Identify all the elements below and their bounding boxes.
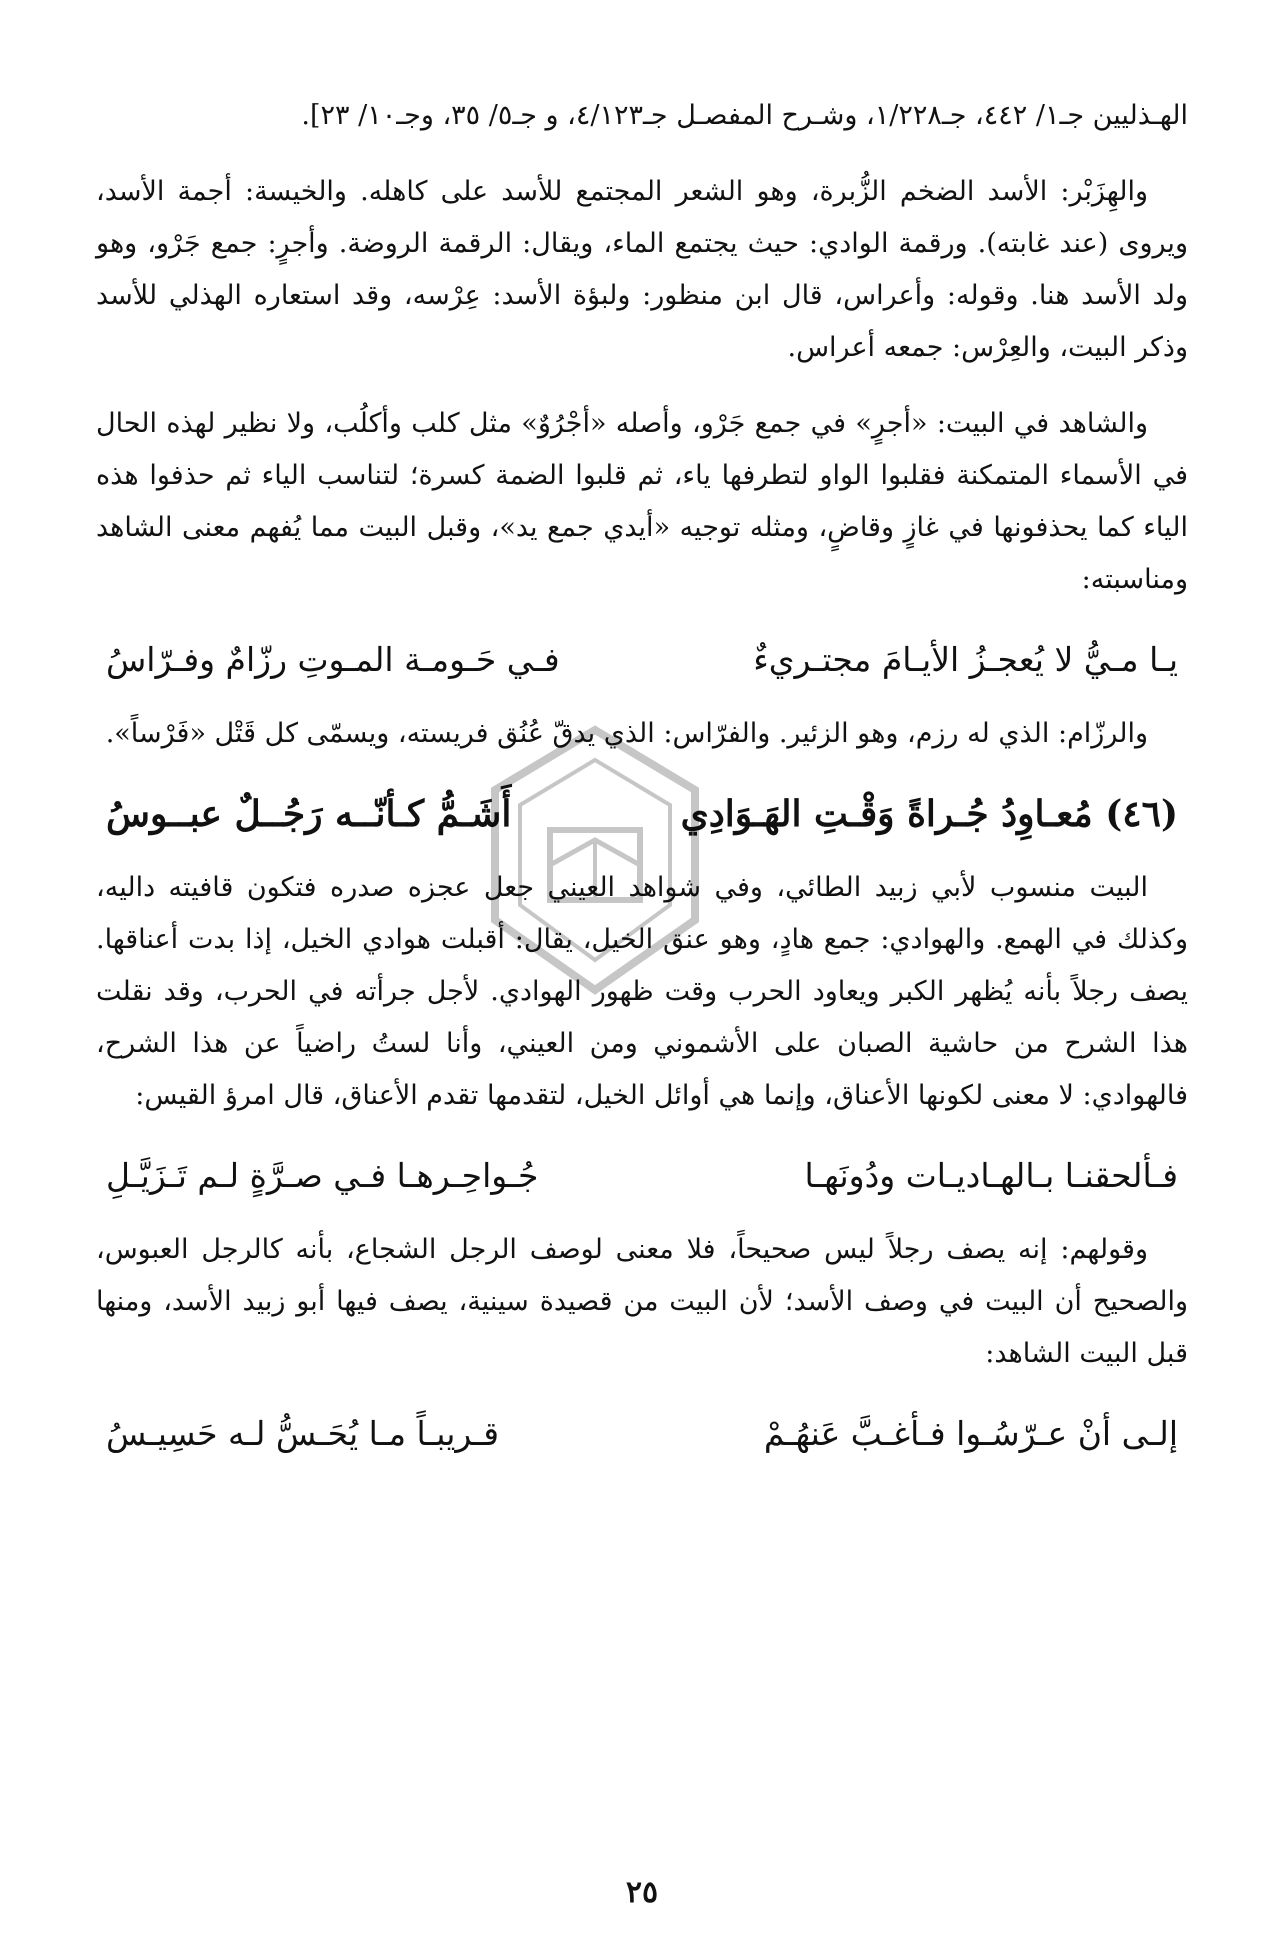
- verse-4-first-hemistich: إلـى أنْ عـرّسُـوا فـأغـبَّ عَنهُـمْ: [763, 1414, 1178, 1453]
- paragraph-evidence: والشاهد في البيت: «أجرٍ» في جمع جَرْو، وأصله «أجْرُوٌ» مثل كلب وأكلُب، ولا نظير لهذه الحال في الأسماء المتمكنة فقلبوا الواو لتطرفها ياء، ثم قلبوا الضمة كسرة؛ لتناسب الياء ثم حذفوا هذه الياء كما يحذفونها في غازٍ وقاضٍ، ومثله توجيه «أيدي جمع يد»، وقبل البيت مما يُفهم معنى الشاهد ومناسبته:: [96, 408, 1188, 595]
- paragraph-reference-continuation: الهـذليين جـ١/ ٤٤٢، جـ١/٢٢٨، وشـرح المفصـل جـ٤/١٢٣، و جـ٥/ ٣٥، وجـ١٠/ ٢٣].: [301, 100, 1188, 131]
- paragraph-razzam-explanation: والرزّام: الذي له رزم، وهو الزئير. والفرّاس: الذي يدقّ عُنُق فريسته، ويسمّى كل قَتْل «فَرْساً».: [105, 718, 1148, 749]
- verse-46-first-hemistich: (٤٦) مُعـاوِدُ جُـراةً وَقْـتِ الهَـوَادِي: [680, 793, 1178, 835]
- verse-line-46: [96, 784, 1188, 844]
- verse-line-final: [96, 1404, 1188, 1464]
- verse-1-first-hemistich: يـا مـيُّ لا يُعجـزُ الأيـامَ مجتـريءٌ: [753, 640, 1178, 679]
- verse-4-second-hemistich: قـريبـاً مـا يُحَـسُّ لـه حَسِيـسُ: [106, 1414, 500, 1453]
- verse-1-second-hemistich: فـي حَـومـة المـوتِ رزّامٌ وفـرّاسُ: [106, 640, 560, 679]
- verse-line-1: [96, 630, 1188, 690]
- paragraph-correction: وقولهم: إنه يصف رجلاً ليس صحيحاً، فلا معنى لوصف الرجل الشجاع، بأنه كالرجل العبوس، والصحيح أن البيت في وصف الأسد؛ لأن البيت من قصيدة سينية، يصف فيها أبو زبيد الأسد، ومنها قبل البيت الشاهد:: [96, 1234, 1188, 1369]
- page-number: ٢٥: [625, 1875, 659, 1910]
- paragraph-vocabulary: والهِزَبْر: الأسد الضخم الزُّبرة، وهو الشعر المجتمع للأسد على كاهله. والخيسة: أجمة الأسد، ويروى (عند غابته). ورقمة الوادي: حيث يجتمع الماء، ويقال: الرقمة الروضة. وأجرٍ: جمع جَرْو، وهو ولد الأسد هنا. وقوله: وأعراس، قال ابن منظور: ولبؤة الأسد: عِرْسه، وقد استعاره الهذلي للأسد وذكر البيت، والعِرْس: جمعه أعراس.: [96, 176, 1188, 363]
- document-page: [96, 90, 1188, 1910]
- verse-line-imru-al-qais: [96, 1146, 1188, 1206]
- verse-46-second-hemistich: أَشَـمُّ كـأنّــه رَجُــلٌ عبــوسُ: [106, 793, 512, 835]
- paragraph-attribution: البيت منسوب لأبي زبيد الطائي، وفي شواهد العيني جعل عجزه صدره فتكون قافيته داليه، وكذلك في الهمع. والهوادي: جمع هادٍ، وهو عنق الخيل، يقال: أقبلت هوادي الخيل، إذا بدت أعناقها. يصف رجلاً بأنه يُظهر الكبر ويعاود الحرب وقت ظهور الهوادي. لأجل جرأته في الحرب، وقد نقلت هذا الشرح من حاشية الصبان على الأشموني ومن العيني، وأنا لستُ راضياً عن هذا الشرح، فالهوادي: لا معنى لكونها الأعناق، وإنما هي أوائل الخيل، لتقدمها تقدم الأعناق، قال امرؤ القيس:: [96, 872, 1188, 1111]
- verse-3-first-hemistich: فـألحقنـا بـالهـاديـات ودُونَهـا: [804, 1156, 1178, 1195]
- verse-3-second-hemistich: جُـواحِـرهـا فـي صـرَّةٍ لـم تَـزَيَّـلِ: [106, 1156, 539, 1195]
